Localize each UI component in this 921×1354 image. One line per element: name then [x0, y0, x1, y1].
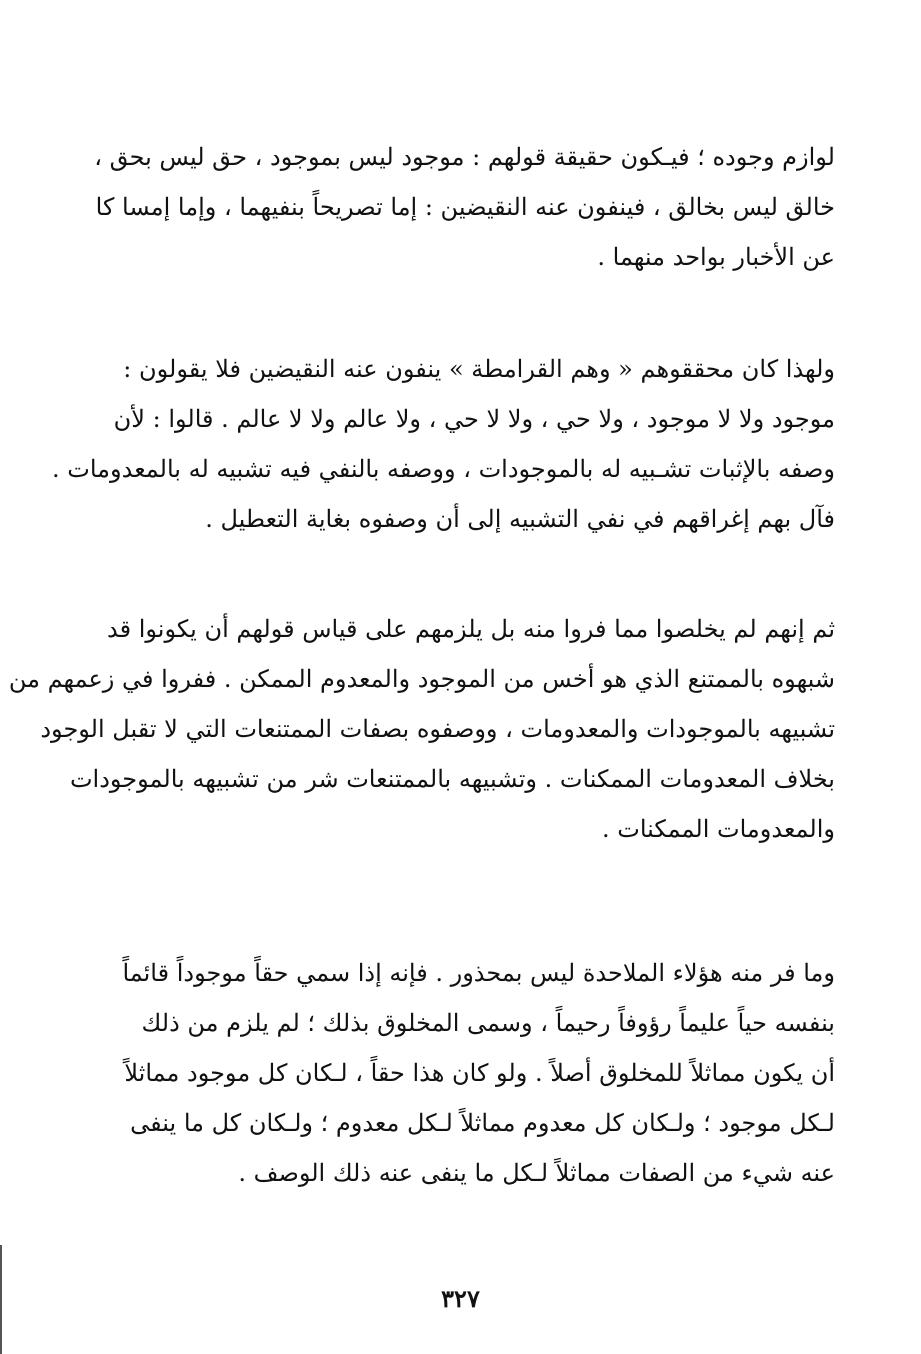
text-line: بخلاف المعدومات الممكنات . وتشبيهه بالممتنعات شر من تشبيهه بالموجودات: [69, 765, 835, 793]
text-line: عنه شيء من الصفات مماثلاً لـكل ما ينفى عنه ذلك الوصف .: [238, 1159, 835, 1187]
paragraph-1: [94, 132, 835, 282]
text-line: لوازم وجوده ؛ فيـكون حقيقة قولهم : موجود ليس بموجود ، حق ليس بحق ،: [94, 143, 835, 171]
text-line: ثم إنهم لم يخلصوا مما فروا منه بل يلزمهم على قياس قولهم أن يكونوا قد: [107, 615, 835, 643]
text-line: فآل بهم إغراقهم في نفي التشبيه إلى أن وصفوه بغاية التعطيل .: [205, 505, 835, 533]
text-line: وما فر منه هؤلاء الملاحدة ليس بمحذور . فإنه إذا سمي حقاً موجوداً قائماً: [122, 959, 835, 987]
paragraph-3: [8, 604, 835, 854]
text-line: ولهذا كان محققوهم « وهم القرامطة » ينفون عنه النقيضين فلا يقولون :: [123, 355, 835, 383]
text-line: أن يكون مماثلاً للمخلوق أصلاً . ولو كان هذا حقاً ، لـكان كل موجود مماثلاً: [124, 1059, 835, 1087]
text-line: شبهوه بالممتنع الذي هو أخس من الموجود والمعدوم الممكن . ففروا في زعمهم من: [8, 665, 835, 693]
text-line: بنفسه حياً عليماً رؤوفاً رحيماً ، وسمى المخلوق بذلك ؛ لم يلزم من ذلك: [141, 1009, 835, 1037]
page-edge-line: [0, 1245, 2, 1354]
text-line: عن الأخبار بواحد منهما .: [597, 243, 835, 271]
text-line: لـكل موجود ؛ ولـكان كل معدوم مماثلاً لـكل معدوم ؛ ولـكان كل ما ينفى: [130, 1109, 835, 1137]
text-line: والمعدومات الممكنات .: [602, 815, 835, 843]
paragraph-4: [100, 948, 835, 1198]
text-line: موجود ولا لا موجود ، ولا حي ، ولا لا حي ، ولا عالم ولا لا عالم . قالوا : لأن: [113, 405, 835, 433]
text-line: وصفه بالإثبات تشـبيه له بالموجودات ، ووصفه بالنفي فيه تشبيه له بالمعدومات .: [52, 455, 835, 483]
page-number: ٣٢٧: [441, 1284, 480, 1313]
text-line: خالق ليس بخالق ، فينفون عنه النقيضين : إما تصريحاً بنفيهما ، وإما إمسا كا: [95, 193, 835, 221]
text-line: تشبيهه بالموجودات والمعدومات ، ووصفوه بصفات الممتنعات التي لا تقبل الوجود: [40, 715, 835, 743]
paragraph-2: [52, 344, 835, 544]
